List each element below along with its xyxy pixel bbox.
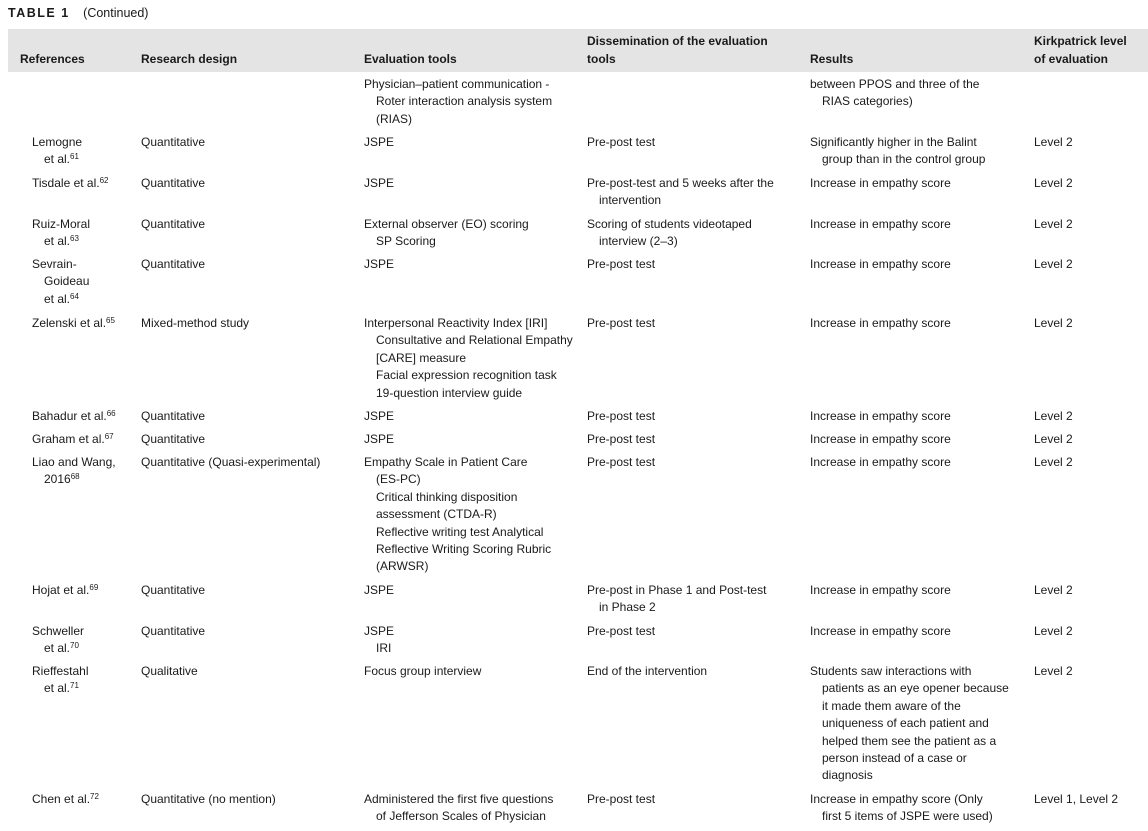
cell-results bbox=[810, 454, 951, 471]
cell-line: between PPOS and three of the bbox=[810, 77, 980, 91]
cell-line: (ES-PC) bbox=[376, 472, 421, 487]
cell-line: Increase in empathy score bbox=[810, 624, 951, 638]
cell-line: person instead of a case or bbox=[822, 751, 967, 766]
cell-line: Students saw interactions with bbox=[810, 664, 972, 678]
cell-dissemination bbox=[587, 175, 774, 210]
cell-line: RIAS categories) bbox=[822, 94, 913, 109]
cell-line: Critical thinking disposition bbox=[376, 489, 518, 504]
cell-line: patients as an eye opener because bbox=[822, 681, 1009, 696]
reference-number: 69 bbox=[89, 583, 99, 592]
cell-line: Schweller bbox=[32, 624, 85, 638]
header-research-design: Research design bbox=[141, 52, 238, 66]
cell-line: (ARWSR) bbox=[376, 559, 429, 574]
cell-line: Pre-post test bbox=[587, 135, 656, 149]
cell-line: Quantitative bbox=[141, 409, 206, 423]
cell-tools bbox=[364, 431, 394, 448]
cell-ref bbox=[32, 582, 98, 599]
cell-line: Quantitative bbox=[141, 624, 206, 638]
cell-line: Level 2 bbox=[1034, 664, 1073, 678]
cell-ref bbox=[32, 791, 99, 808]
cell-line: Quantitative bbox=[141, 176, 206, 190]
cell-line: Liao and Wang, bbox=[32, 455, 116, 469]
cell-design bbox=[141, 408, 205, 425]
cell-line: Level 2 bbox=[1034, 409, 1073, 423]
cell-ref bbox=[32, 663, 88, 698]
cell-results bbox=[810, 623, 951, 640]
cell-results bbox=[810, 216, 951, 233]
cell-line: Reflective Writing Scoring Rubric bbox=[376, 542, 552, 557]
cell-line: Level 2 bbox=[1034, 217, 1073, 231]
cell-dissemination bbox=[587, 256, 655, 273]
header-dissemination-line-2: tools bbox=[587, 52, 616, 66]
cell-tools bbox=[364, 623, 394, 658]
cell-level bbox=[1034, 454, 1073, 471]
cell-line: Ruiz-Moral bbox=[32, 217, 91, 231]
cell-line: Increase in empathy score bbox=[810, 217, 951, 231]
header-kirkpatrick-line-2: of evaluation bbox=[1034, 52, 1109, 66]
cell-line: Goideau bbox=[44, 274, 90, 289]
cell-line: Mixed-method study bbox=[141, 316, 250, 330]
cell-line: Pre-post test bbox=[587, 257, 656, 271]
cell-line: Increase in empathy score (Only bbox=[810, 792, 983, 806]
reference-number: 71 bbox=[70, 681, 79, 691]
cell-line: Level 2 bbox=[1034, 624, 1073, 638]
cell-line: Pre-post test bbox=[587, 432, 656, 446]
header-results: Results bbox=[810, 52, 854, 66]
cell-design bbox=[141, 623, 205, 640]
cell-design bbox=[141, 791, 276, 808]
cell-ref bbox=[32, 134, 82, 169]
cell-level bbox=[1034, 582, 1073, 599]
cell-line: group than in the control group bbox=[822, 152, 986, 167]
cell-line: Level 2 bbox=[1034, 135, 1073, 149]
header-kirkpatrick bbox=[1034, 32, 1127, 68]
cell-ref bbox=[32, 623, 84, 658]
cell-line: Bahadur et al.$^{66}$ bbox=[32, 409, 116, 423]
cell-results bbox=[810, 582, 951, 599]
cell-line: Level 1, Level 2 bbox=[1034, 792, 1119, 806]
cell-tools bbox=[364, 408, 394, 425]
cell-results bbox=[810, 256, 951, 273]
cell-line: Quantitative bbox=[141, 432, 206, 446]
cell-line: Facial expression recognition task bbox=[376, 368, 557, 383]
cell-line: Increase in empathy score bbox=[810, 257, 951, 271]
cell-line: helped them see the patient as a bbox=[822, 733, 997, 748]
cell-line: Pre-post-test and 5 weeks after the bbox=[587, 176, 774, 190]
cell-results bbox=[810, 408, 951, 425]
cell-tools bbox=[364, 582, 394, 599]
cell-design bbox=[141, 431, 205, 448]
cell-line: 19-question interview guide bbox=[376, 385, 523, 400]
cell-line: Quantitative bbox=[141, 257, 206, 271]
cell-line: Pre-post test bbox=[587, 409, 656, 423]
cell-line: [CARE] measure bbox=[376, 350, 467, 365]
cell-line: Roter interaction analysis system bbox=[376, 94, 553, 109]
cell-line: Level 2 bbox=[1034, 455, 1073, 469]
cell-tools bbox=[364, 454, 551, 576]
cell-dissemination bbox=[587, 408, 655, 425]
cell-results bbox=[810, 134, 985, 169]
cell-results bbox=[810, 663, 1009, 785]
cell-line: et al.$^{64}$ bbox=[44, 291, 79, 306]
cell-dissemination bbox=[587, 582, 766, 617]
cell-tools bbox=[364, 791, 553, 826]
cell-line: Level 2 bbox=[1034, 316, 1073, 330]
reference-number: 64 bbox=[70, 291, 79, 301]
cell-line: Pre-post test bbox=[587, 455, 656, 469]
cell-line: Quantitative (Quasi-experimental) bbox=[141, 455, 321, 469]
cell-line: Significantly higher in the Balint bbox=[810, 135, 977, 149]
cell-line: JSPE bbox=[364, 624, 395, 638]
cell-level bbox=[1034, 408, 1073, 425]
cell-line: et al.$^{63}$ bbox=[44, 234, 79, 249]
reference-number: 63 bbox=[70, 234, 79, 244]
cell-line: SP Scoring bbox=[376, 234, 436, 249]
cell-line: Chen et al.$^{72}$ bbox=[32, 792, 99, 806]
cell-line: intervention bbox=[599, 193, 662, 208]
header-evaluation-tools: Evaluation tools bbox=[364, 52, 457, 66]
cell-line: Hojat et al.$^{69}$ bbox=[32, 583, 99, 597]
cell-line: Empathy Scale in Patient Care bbox=[364, 455, 528, 469]
table-caption bbox=[8, 5, 148, 21]
header-dissemination-line-1: Dissemination of the evaluation bbox=[587, 34, 768, 48]
cell-design bbox=[141, 216, 205, 233]
table-continued-note: (Continued) bbox=[83, 6, 149, 20]
cell-tools bbox=[364, 134, 394, 151]
cell-line: JSPE bbox=[364, 409, 395, 423]
cell-line: Quantitative bbox=[141, 135, 206, 149]
cell-line: Reflective writing test Analytical bbox=[376, 524, 544, 539]
reference-number: 66 bbox=[106, 409, 116, 418]
cell-ref bbox=[32, 454, 116, 489]
cell-line: Tisdale et al.$^{62}$ bbox=[32, 176, 109, 190]
cell-ref bbox=[32, 216, 90, 251]
cell-line: Increase in empathy score bbox=[810, 316, 951, 330]
cell-results bbox=[810, 315, 951, 332]
cell-line: Graham et al.$^{67}$ bbox=[32, 432, 114, 446]
cell-line: Pre-post test bbox=[587, 316, 656, 330]
cell-line: uniqueness of each patient and bbox=[822, 716, 989, 731]
cell-line: Focus group interview bbox=[364, 664, 482, 678]
cell-ref bbox=[32, 256, 89, 308]
header-references: References bbox=[20, 52, 85, 66]
cell-line: Interpersonal Reactivity Index [IRI] bbox=[364, 316, 548, 330]
cell-design bbox=[141, 315, 249, 332]
cell-dissemination bbox=[587, 431, 655, 448]
cell-line: JSPE bbox=[364, 583, 395, 597]
cell-line: Quantitative (no mention) bbox=[141, 792, 276, 806]
cell-line: Zelenski et al.$^{65}$ bbox=[32, 316, 115, 330]
cell-level bbox=[1034, 256, 1073, 273]
cell-level bbox=[1034, 663, 1073, 680]
cell-level bbox=[1034, 431, 1073, 448]
cell-tools bbox=[364, 315, 573, 402]
header-kirkpatrick-line-1: Kirkpatrick level bbox=[1034, 34, 1127, 48]
cell-tools bbox=[364, 663, 481, 680]
cell-line: Increase in empathy score bbox=[810, 176, 951, 190]
cell-line: Increase in empathy score bbox=[810, 432, 951, 446]
cell-line: Increase in empathy score bbox=[810, 583, 951, 597]
cell-design bbox=[141, 663, 198, 680]
cell-line: Pre-post test bbox=[587, 624, 656, 638]
cell-line: Consultative and Relational Empathy bbox=[376, 333, 573, 348]
cell-line: in Phase 2 bbox=[599, 600, 656, 615]
cell-level bbox=[1034, 134, 1073, 151]
reference-number: 61 bbox=[70, 152, 79, 162]
cell-tools bbox=[364, 175, 394, 192]
cell-line: et al.$^{71}$ bbox=[44, 681, 79, 696]
cell-line: Quantitative bbox=[141, 583, 206, 597]
cell-dissemination bbox=[587, 663, 707, 680]
cell-line: Rieffestahl bbox=[32, 664, 89, 678]
cell-dissemination bbox=[587, 454, 655, 471]
cell-results bbox=[810, 76, 979, 111]
cell-line: Level 2 bbox=[1034, 583, 1073, 597]
cell-line: Increase in empathy score bbox=[810, 409, 951, 423]
cell-line: first 5 items of JSPE were used) bbox=[822, 809, 993, 824]
cell-design bbox=[141, 175, 205, 192]
cell-line: et al.$^{70}$ bbox=[44, 641, 79, 656]
cell-line: interview (2–3) bbox=[599, 234, 678, 249]
cell-ref bbox=[32, 431, 114, 448]
cell-design bbox=[141, 582, 205, 599]
cell-line: Quantitative bbox=[141, 217, 206, 231]
cell-results bbox=[810, 431, 951, 448]
cell-level bbox=[1034, 216, 1073, 233]
cell-line: JSPE bbox=[364, 257, 395, 271]
reference-number: 65 bbox=[106, 316, 115, 325]
cell-line: (RIAS) bbox=[376, 111, 412, 126]
cell-line: assessment (CTDA-R) bbox=[376, 507, 497, 522]
reference-number: 67 bbox=[104, 432, 114, 441]
cell-line: Physician–patient communication - bbox=[364, 77, 550, 91]
cell-line: JSPE bbox=[364, 432, 395, 446]
cell-dissemination bbox=[587, 216, 752, 251]
cell-design bbox=[141, 134, 205, 151]
reference-number: 62 bbox=[99, 176, 109, 185]
cell-line: Lemogne bbox=[32, 135, 83, 149]
cell-line: 2016$^{68}$ bbox=[44, 472, 80, 487]
cell-line: et al.$^{61}$ bbox=[44, 152, 79, 167]
cell-line: Scoring of students videotaped bbox=[587, 217, 752, 231]
cell-line: JSPE bbox=[364, 135, 395, 149]
cell-ref bbox=[32, 175, 109, 192]
cell-line: Qualitative bbox=[141, 664, 198, 678]
cell-line: Level 2 bbox=[1034, 176, 1073, 190]
cell-line: External observer (EO) scoring bbox=[364, 217, 529, 231]
cell-design bbox=[141, 256, 205, 273]
cell-line: IRI bbox=[376, 641, 392, 656]
cell-ref bbox=[32, 315, 115, 332]
cell-dissemination bbox=[587, 623, 655, 640]
cell-tools bbox=[364, 76, 552, 128]
cell-line: Level 2 bbox=[1034, 432, 1073, 446]
cell-level bbox=[1034, 791, 1118, 808]
cell-line: Sevrain- bbox=[32, 257, 77, 271]
cell-tools bbox=[364, 216, 529, 251]
table-label: TABLE 1 bbox=[8, 6, 70, 20]
cell-dissemination bbox=[587, 791, 655, 808]
cell-line: it made them aware of the bbox=[822, 698, 961, 713]
table-header bbox=[8, 29, 1148, 72]
cell-line: diagnosis bbox=[822, 768, 873, 783]
cell-results bbox=[810, 175, 951, 192]
cell-level bbox=[1034, 175, 1073, 192]
reference-number: 70 bbox=[70, 641, 79, 651]
cell-ref bbox=[32, 408, 116, 425]
reference-number: 68 bbox=[70, 472, 80, 482]
cell-design bbox=[141, 454, 320, 471]
cell-dissemination bbox=[587, 134, 655, 151]
cell-dissemination bbox=[587, 315, 655, 332]
cell-level bbox=[1034, 315, 1073, 332]
cell-line: Level 2 bbox=[1034, 257, 1073, 271]
cell-line: Pre-post in Phase 1 and Post-test bbox=[587, 583, 767, 597]
header-dissemination bbox=[587, 32, 768, 68]
cell-tools bbox=[364, 256, 394, 273]
cell-line: End of the intervention bbox=[587, 664, 708, 678]
cell-line: Pre-post test bbox=[587, 792, 656, 806]
cell-line: Increase in empathy score bbox=[810, 455, 951, 469]
cell-results bbox=[810, 791, 993, 826]
cell-line: Administered the first five questions bbox=[364, 792, 554, 806]
cell-level bbox=[1034, 623, 1073, 640]
cell-line: JSPE bbox=[364, 176, 395, 190]
reference-number: 72 bbox=[90, 792, 99, 801]
cell-line: of Jefferson Scales of Physician bbox=[376, 809, 546, 824]
